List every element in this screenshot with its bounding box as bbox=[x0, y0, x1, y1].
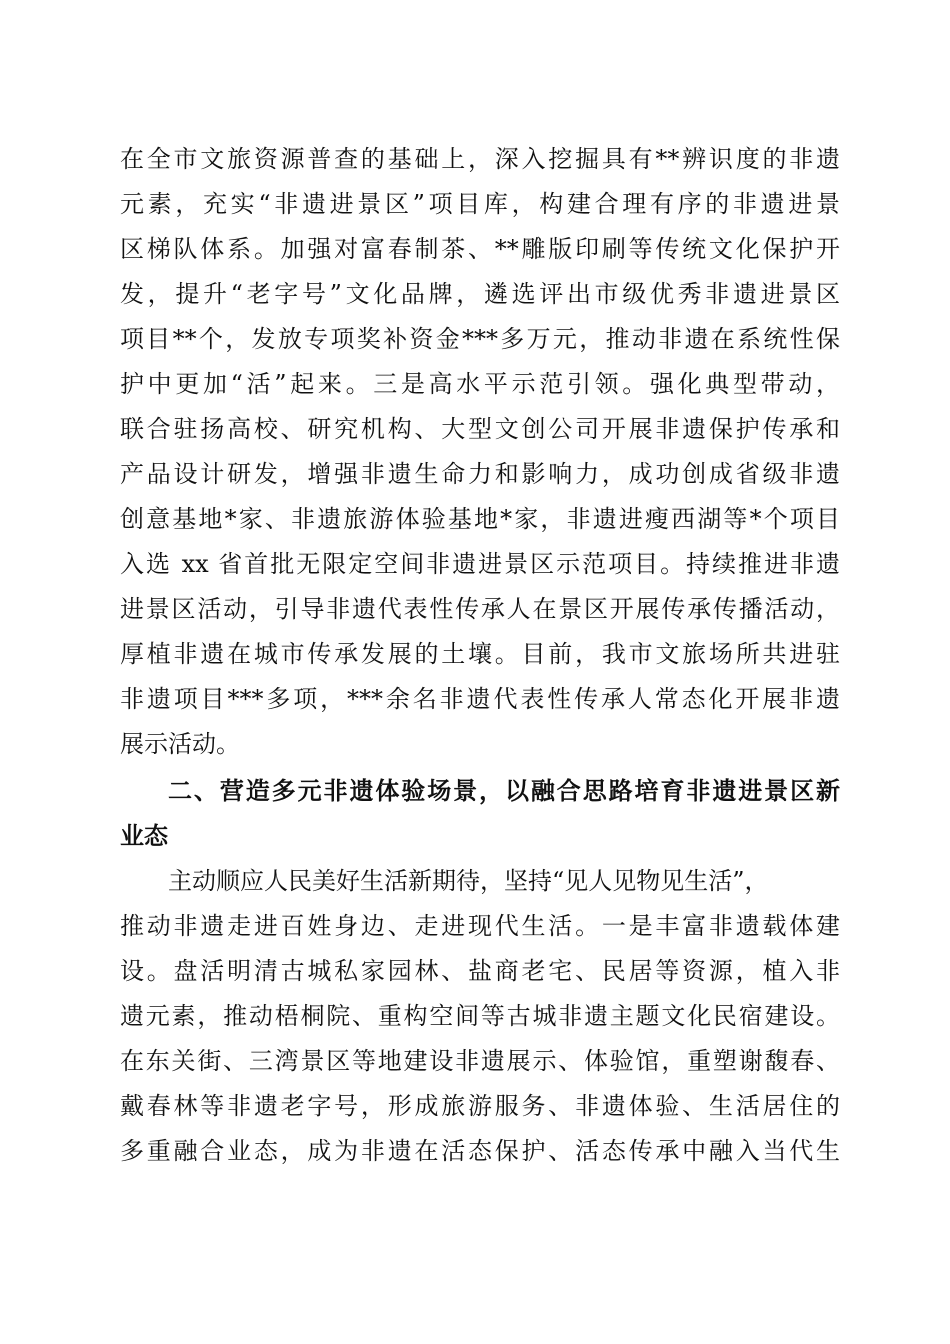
paragraph-1-line-13: 非遗项目***多项，***余名非遗代表性传承人常态化开展非遗 bbox=[120, 685, 840, 713]
paragraph-2-line-7: 多重融合业态，成为非遗在活态保护、活态传承中融入当代生 bbox=[120, 1137, 840, 1165]
section-heading-line-1: 二、营造多元非遗体验场景，以融合思路培育非遗进景区新 bbox=[168, 777, 840, 805]
paragraph-2-line-6: 戴春林等非遗老字号，形成旅游服务、非遗体验、生活居住的 bbox=[120, 1092, 840, 1120]
paragraph-1-line-10: 入选 xx 省首批无限定空间非遗进景区示范项目。持续推进非遗 bbox=[120, 550, 840, 578]
paragraph-1-line-5: 项目**个，发放专项奖补资金***多万元，推动非遗在系统性保 bbox=[120, 325, 840, 353]
paragraph-2-line-1: 主动顺应人民美好生活新期待，坚持“见人见物见生活”， bbox=[168, 867, 769, 895]
paragraph-1-line-14: 展示活动。 bbox=[120, 730, 240, 758]
section-heading-line-2: 业态 bbox=[120, 822, 168, 850]
paragraph-1-line-4: 发，提升“老字号”文化品牌，遴选评出市级优秀非遗进景区 bbox=[120, 280, 840, 308]
paragraph-1-line-7: 联合驻扬高校、研究机构、大型文创公司开展非遗保护传承和 bbox=[120, 415, 840, 443]
paragraph-1-line-2: 元素，充实“非遗进景区”项目库，构建合理有序的非遗进景 bbox=[120, 190, 840, 218]
paragraph-1-line-8: 产品设计研发，增强非遗生命力和影响力，成功创成省级非遗 bbox=[120, 460, 840, 488]
paragraph-2-line-2: 推动非遗走进百姓身边、走进现代生活。一是丰富非遗载体建 bbox=[120, 912, 840, 940]
paragraph-1-line-3: 区梯队体系。加强对富春制茶、**雕版印刷等传统文化保护开 bbox=[120, 235, 840, 263]
paragraph-1-line-11: 进景区活动，引导非遗代表性传承人在景区开展传承传播活动， bbox=[120, 595, 840, 623]
paragraph-2-line-3: 设。盘活明清古城私家园林、盐商老宅、民居等资源，植入非 bbox=[120, 957, 840, 985]
paragraph-1-line-6: 护中更加“活”起来。三是高水平示范引领。强化典型带动， bbox=[120, 370, 840, 398]
paragraph-1-line-9: 创意基地*家、非遗旅游体验基地*家，非遗进瘦西湖等*个项目 bbox=[120, 505, 840, 533]
paragraph-2-line-4: 遗元素，推动梧桐院、重构空间等古城非遗主题文化民宿建设。 bbox=[120, 1002, 840, 1030]
paragraph-1-line-1: 在全市文旅资源普查的基础上，深入挖掘具有**辨识度的非遗 bbox=[120, 145, 840, 173]
paragraph-2-line-5: 在东关街、三湾景区等地建设非遗展示、体验馆，重塑谢馥春、 bbox=[120, 1047, 840, 1075]
paragraph-1-line-12: 厚植非遗在城市传承发展的土壤。目前，我市文旅场所共进驻 bbox=[120, 640, 840, 668]
